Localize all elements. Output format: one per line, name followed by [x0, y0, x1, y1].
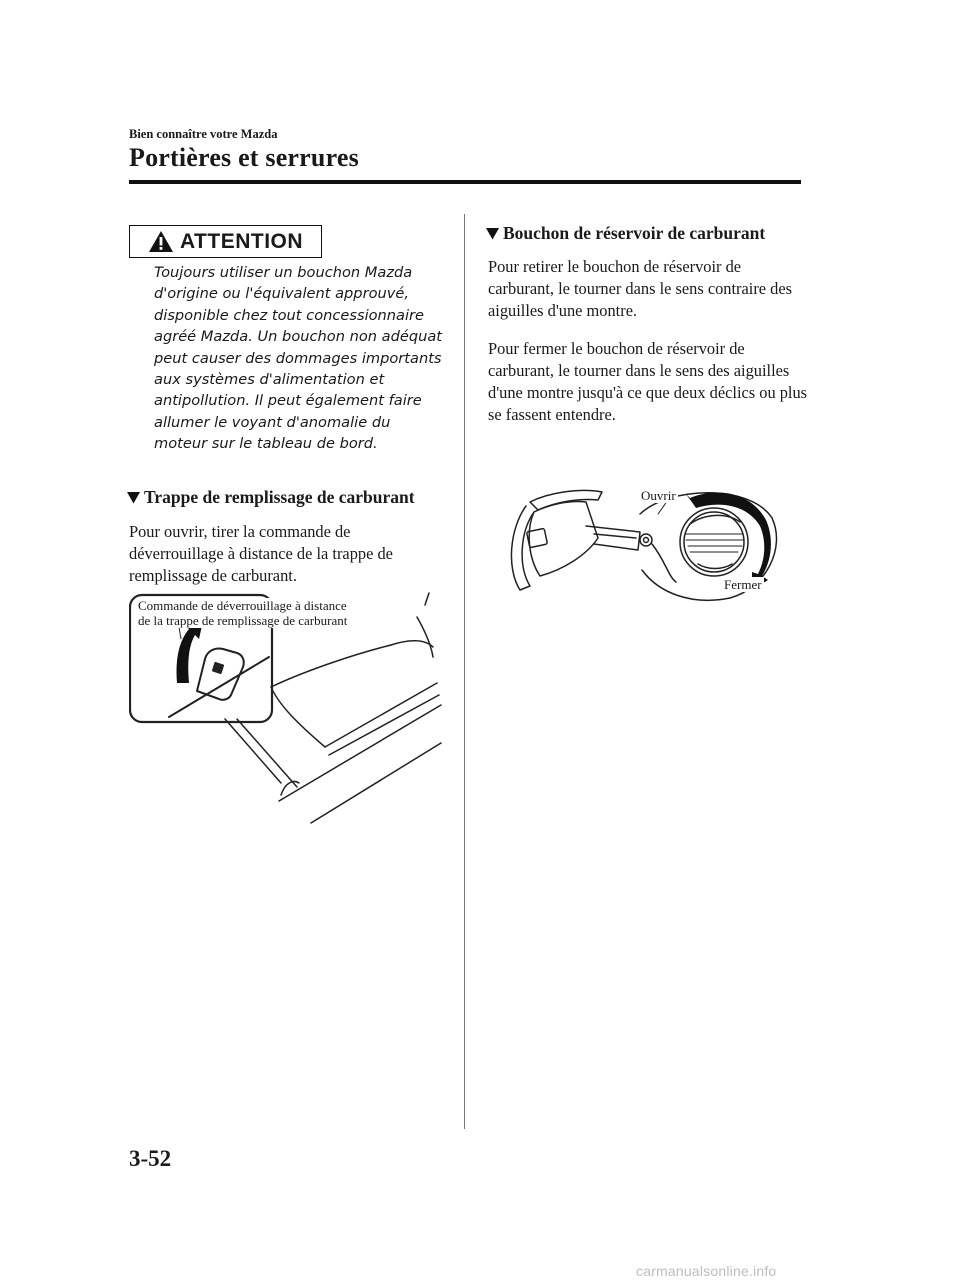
fuel-cap-close-text: Pour fermer le bouchon de réservoir de carburant, le tourner dans le sens des aiguilles d'une montre jusqu'à ce que deux déclics ou plus se fassent entendre. — [488, 339, 808, 424]
close-label: Fermer — [724, 577, 762, 592]
down-triangle-icon — [127, 491, 140, 504]
attention-text: Toujours utiliser un bouchon Mazda d'origine ou l'équivalent approuvé, disponible chez tout concessionnaire agréé Mazda. Un bouchon non adéquat peut causer des dommages importants aux systèmes d'alimentation et antipollution. Il peut également faire allumer le voyant d'anomalie du moteur sur le tableau de bord. — [154, 264, 443, 453]
down-triangle-icon — [486, 227, 499, 240]
open-label: Ouvrir — [641, 488, 676, 503]
watermark: carmanualsonline.info — [636, 1263, 777, 1279]
fuel-cap-heading-text: Bouchon de réservoir de carburant — [503, 223, 766, 243]
column-divider — [464, 214, 465, 1129]
release-lever-label — [136, 598, 349, 628]
attention-label: ATTENTION — [179, 229, 304, 253]
section-kicker: Bien connaître votre Mazda — [129, 127, 278, 141]
fuel-cap-remove-text: Pour retirer le bouchon de réservoir de carburant, le tourner dans le sens contraire des aiguilles d'une montre. — [488, 257, 793, 320]
fuel-lid-heading — [127, 487, 415, 508]
page-title: Portières et serrures — [129, 143, 359, 172]
fuel-cap-heading — [486, 223, 765, 244]
header-rule — [129, 180, 801, 184]
page-number: 3-52 — [129, 1146, 172, 1171]
attention-box — [129, 225, 322, 258]
release-lever-label-line2: de la trappe de remplissage de carburant — [138, 613, 348, 628]
warning-triangle-icon — [148, 230, 174, 253]
fuel-lid-body: Pour ouvrir, tirer la commande de déverrouillage à distance de la trappe de remplissage de carburant. — [129, 522, 393, 585]
release-lever-label-line1: Commande de déverrouillage à distance — [138, 598, 347, 613]
fuel-lid-heading-text: Trappe de remplissage de carburant — [144, 487, 415, 507]
